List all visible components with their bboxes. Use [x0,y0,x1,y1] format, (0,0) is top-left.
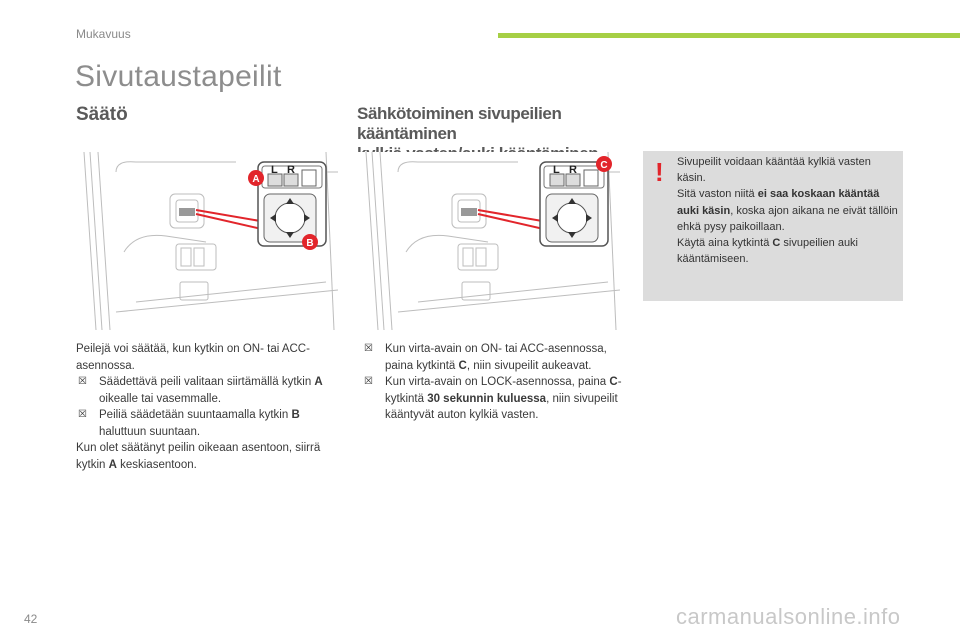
text-span: sivupeilien auki kääntämiseen. [677,237,858,266]
bullet-icon: ☒ [78,376,87,387]
section-accent-bar [498,33,960,38]
callout-b-label: B [306,238,314,249]
switch-key: C [772,237,781,250]
text-span: Säädettävä peili valitaan siirtämällä kytkin [99,376,315,388]
switch-panel-detail [258,162,326,246]
warning-line2 [677,186,899,235]
right-switch-letter: R [287,164,295,176]
section-label: Mukavuus [76,27,131,41]
folding-instructions [362,341,632,424]
text-span: Kun virta-avain on LOCK-asennossa, paina [385,376,610,388]
switch-key: A [108,458,117,471]
switch-key: C [609,376,618,388]
mirror-fold-illustration [358,152,620,330]
bullet-icon: ☒ [364,343,373,354]
callout-c-label: C [600,160,608,171]
switch-key: C [458,359,467,372]
watermark: carmanualsonline.info [676,604,901,629]
warning-icon: ! [655,157,664,187]
left-switch-letter: L [553,164,560,176]
right-switch-letter: R [569,164,577,176]
warning-line1: Sivupeilit voidaan kääntää kylkiä vasten käsin. [677,156,871,185]
mirror-adjust-illustration [76,152,338,330]
bullet-icon: ☒ [78,409,87,420]
emphasis-text: 30 sekunnin kuluessa [427,392,547,405]
text-span: , niin sivupeilit kääntyvät auton kylkiä vasten. [385,392,618,421]
list-item [362,341,632,374]
text-span: Kun olet säätänyt peilin oikeaan asentoon, siirrä kytkin [76,442,321,471]
text-span: Käytä aina kytkintä [677,237,773,250]
switch-panel-detail [540,162,608,246]
page-number: 42 [24,612,38,626]
callout-b [302,234,318,250]
left-switch-letter: L [271,164,278,176]
text-span: Peiliä säädetään suuntaamalla kytkin [99,409,292,421]
list-item [362,374,632,424]
text-span: Sitä vaston niitä [677,188,758,201]
bullet-icon: ☒ [364,376,373,387]
callout-a-label: A [252,174,260,185]
text-span: , koska ajon aikana ne eivät tällöin ehkä pysy paikoillaan. [677,204,898,233]
folding-heading-line1: Sähkötoiminen sivupeilien kääntäminen [357,104,562,143]
text-span: , niin sivupeilit aukeavat. [466,359,592,372]
emphasis-text: ei saa koskaan kääntää auki käsin [677,188,880,217]
list-item [76,374,326,407]
switch-key: B [291,409,300,421]
list-item [76,407,326,440]
adjustment-heading: Säätö [76,104,128,125]
page-title: Sivutaustapeilit [75,60,282,93]
text-span: keskiasentoon. [116,458,197,471]
callout-c [596,156,612,172]
adjustment-outro [76,440,326,473]
text-span: oikealle tai vasemmalle. [99,392,222,405]
text-span: Kun virta-avain on ON- tai ACC-asennossa, paina kytkintä [385,343,607,372]
switch-key: A [314,376,323,388]
text-span: haluttuun suuntaan. [99,425,201,438]
adjustment-intro: Peilejä voi säätää, kun kytkin on ON- tai ACC-asennossa. [76,343,310,372]
text-span: -kytkintä [385,376,622,405]
warning-line3 [677,235,899,267]
callout-a [248,170,264,186]
warning-text [677,154,899,267]
adjustment-instructions [76,341,326,473]
